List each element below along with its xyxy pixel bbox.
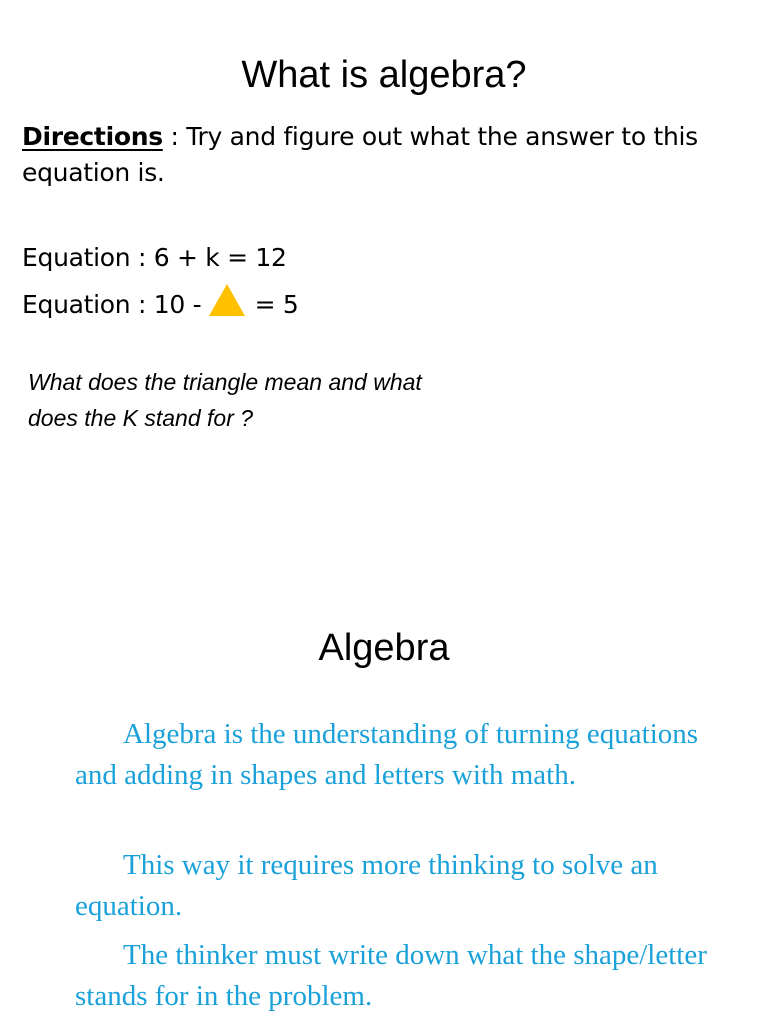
equation-two <box>22 284 299 322</box>
body-paragraph: The thinker must write down what the shape/letter stands for in the problem. <box>75 939 707 1012</box>
equation-two-prefix: Equation : 10 - <box>22 290 209 319</box>
slide-title: What is algebra? <box>241 54 527 96</box>
equation-one: Equation : 6 + k = 12 <box>22 243 287 272</box>
directions-body: : Try and figure out what the answer to this equation is. <box>22 122 698 187</box>
directions-label: Directions <box>22 122 163 151</box>
slide-title: Algebra <box>318 627 450 669</box>
slide-algebra <box>0 512 768 1024</box>
body-paragraph: Algebra is the understanding of turning equations and adding in shapes and letters with math. <box>75 718 699 791</box>
body-paragraph: This way it requires more thinking to solve an equation. <box>75 849 658 922</box>
triangle-icon <box>209 284 245 316</box>
question-text: What does the triangle mean and what does the K stand for ? <box>28 369 422 431</box>
equation-two-suffix: = 5 <box>246 290 299 319</box>
directions-text <box>22 119 722 191</box>
